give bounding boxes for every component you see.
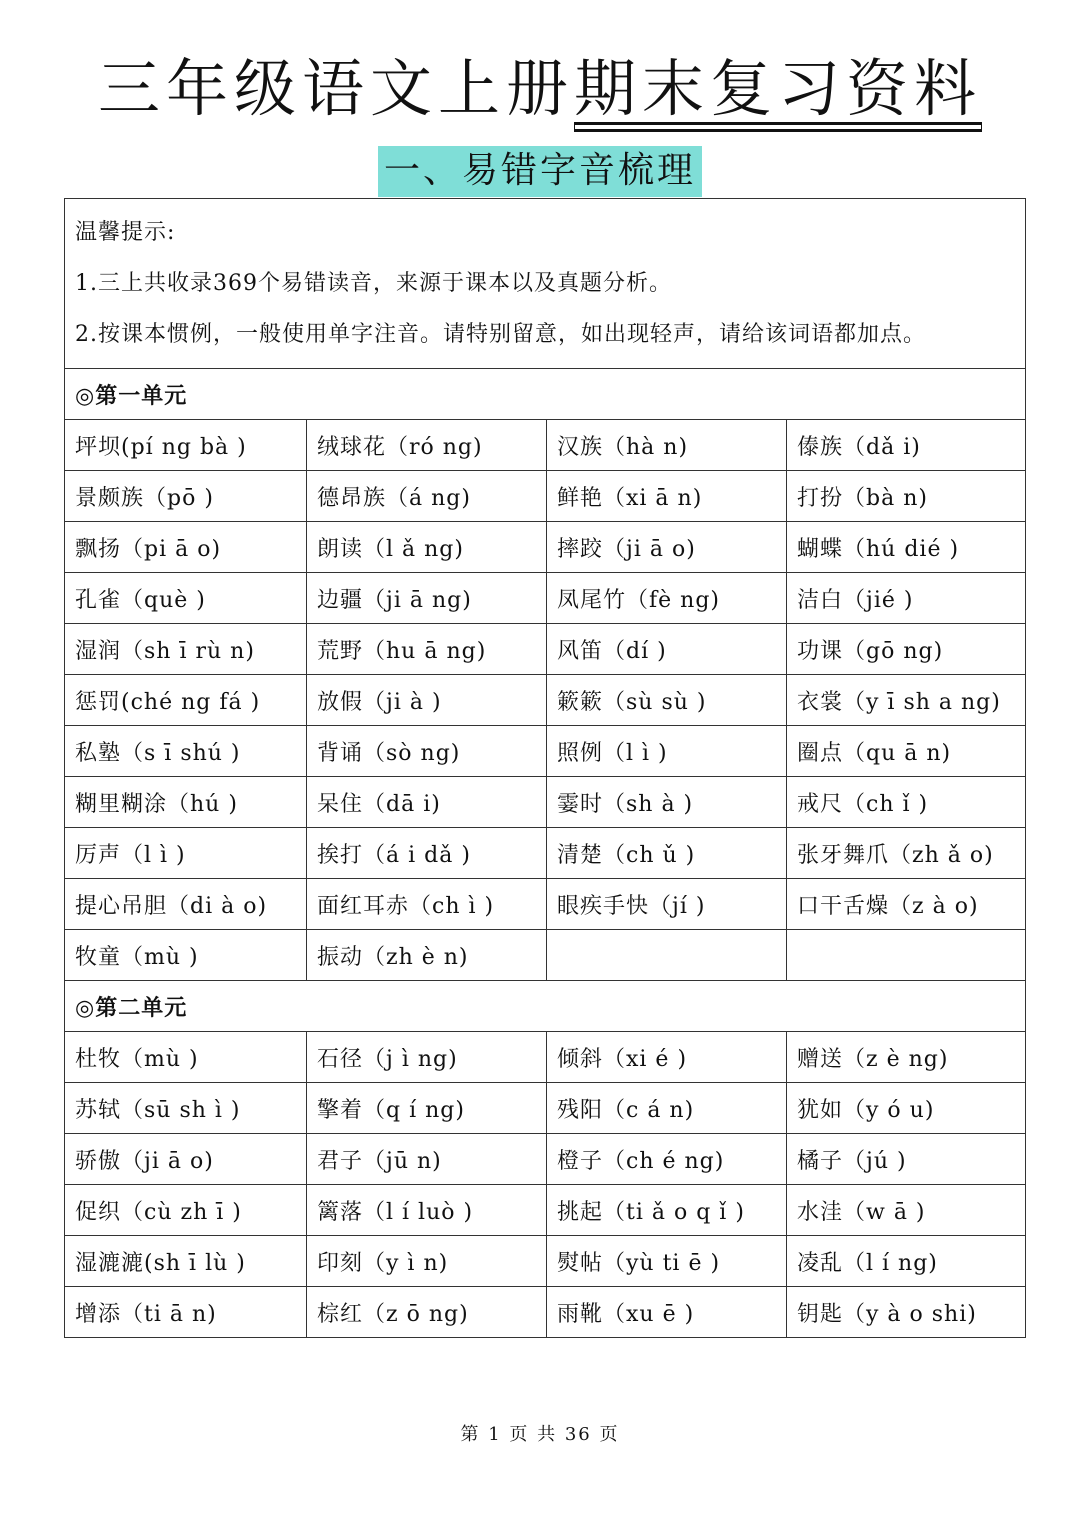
word-cell: 荒野（hu ā ng) bbox=[307, 624, 547, 675]
word-cell: 棕红（z ō ng) bbox=[307, 1287, 547, 1338]
table-row bbox=[65, 930, 1026, 981]
word-cell: 绒球花（ró ng) bbox=[307, 420, 547, 471]
word-cell bbox=[547, 930, 787, 981]
word-cell: 杜牧（mù ) bbox=[65, 1032, 307, 1083]
table-row bbox=[65, 522, 1026, 573]
word-cell: 飘扬（pi ā o) bbox=[65, 522, 307, 573]
word-cell: 挑起（ti ǎ o q ǐ ) bbox=[547, 1185, 787, 1236]
word-cell: 汉族（hà n) bbox=[547, 420, 787, 471]
word-cell: 湿润（sh ī rù n) bbox=[65, 624, 307, 675]
word-cell: 呆住（dā i) bbox=[307, 777, 547, 828]
word-cell: 苏轼（sū sh ì ) bbox=[65, 1083, 307, 1134]
table-row bbox=[65, 879, 1026, 930]
word-cell bbox=[787, 930, 1026, 981]
table-row bbox=[65, 828, 1026, 879]
word-cell: 君子（jū n) bbox=[307, 1134, 547, 1185]
word-cell: 牧童（mù ) bbox=[65, 930, 307, 981]
word-cell: 凤尾竹（fè ng) bbox=[547, 573, 787, 624]
word-cell: 残阳（c á n) bbox=[547, 1083, 787, 1134]
table-row bbox=[65, 573, 1026, 624]
word-cell: 振动（zh è n) bbox=[307, 930, 547, 981]
table-row bbox=[65, 1134, 1026, 1185]
word-cell: 衣裳（y ī sh a ng) bbox=[787, 675, 1026, 726]
section-heading: ◎第一单元 bbox=[65, 369, 1026, 420]
word-cell: 坪坝(pí ng bà ) bbox=[65, 420, 307, 471]
word-cell: 面红耳赤（ch ì ) bbox=[307, 879, 547, 930]
word-cell: 凌乱（l í ng) bbox=[787, 1236, 1026, 1287]
section-heading-row bbox=[65, 981, 1026, 1032]
word-cell: 功课（gō ng) bbox=[787, 624, 1026, 675]
word-cell: 橙子（ch é ng) bbox=[547, 1134, 787, 1185]
table-row bbox=[65, 1032, 1026, 1083]
word-cell: 张牙舞爪（zh ǎ o) bbox=[787, 828, 1026, 879]
table-row bbox=[65, 675, 1026, 726]
word-cell: 赠送（z è ng) bbox=[787, 1032, 1026, 1083]
word-cell: 摔跤（ji ā o) bbox=[547, 522, 787, 573]
word-cell: 洁白（jié ) bbox=[787, 573, 1026, 624]
table-row bbox=[65, 726, 1026, 777]
word-cell: 擎着（q í ng) bbox=[307, 1083, 547, 1134]
table-row bbox=[65, 1185, 1026, 1236]
word-cell: 橘子（jú ) bbox=[787, 1134, 1026, 1185]
subtitle-highlight: 一、易错字音梳理 bbox=[378, 146, 702, 197]
word-cell: 孔雀（què ) bbox=[65, 573, 307, 624]
word-cell: 蝴蝶（hú dié ) bbox=[787, 522, 1026, 573]
word-cell: 眼疾手快（jí ) bbox=[547, 879, 787, 930]
word-cell: 放假（ji à ) bbox=[307, 675, 547, 726]
title-part-1: 三年级语文上册 bbox=[97, 52, 574, 125]
section-subtitle bbox=[0, 146, 1080, 197]
word-cell: 风笛（dí ) bbox=[547, 624, 787, 675]
word-cell: 倾斜（xi é ) bbox=[547, 1032, 787, 1083]
word-cell: 篱落（l í luò ) bbox=[307, 1185, 547, 1236]
word-cell: 惩罚(ché ng fá ) bbox=[65, 675, 307, 726]
tip-cell bbox=[65, 199, 1026, 369]
word-cell: 湿漉漉(sh ī lù ) bbox=[65, 1236, 307, 1287]
word-cell: 增添（ti ā n) bbox=[65, 1287, 307, 1338]
word-cell: 钥匙（y à o shi) bbox=[787, 1287, 1026, 1338]
tip-line-1: 1.三上共收录369个易错读音，来源于课本以及真题分析。 bbox=[75, 271, 672, 296]
word-cell: 清楚（ch ǔ ) bbox=[547, 828, 787, 879]
word-cell: 骄傲（ji ā o) bbox=[65, 1134, 307, 1185]
table-row bbox=[65, 1236, 1026, 1287]
table-body bbox=[65, 199, 1026, 1338]
word-cell: 圈点（qu ā n) bbox=[787, 726, 1026, 777]
word-cell: 背诵（sò ng) bbox=[307, 726, 547, 777]
tip-line-2: 2.按课本惯例，一般使用单字注音。请特别留意，如出现轻声，请给该词语都加点。 bbox=[75, 322, 926, 347]
word-cell: 私塾（s ī shú ) bbox=[65, 726, 307, 777]
word-cell: 照例（l ì ) bbox=[547, 726, 787, 777]
word-cell: 石径（j ì ng) bbox=[307, 1032, 547, 1083]
word-cell: 朗读（l ǎ ng) bbox=[307, 522, 547, 573]
word-cell: 傣族（dǎ i) bbox=[787, 420, 1026, 471]
table-row bbox=[65, 624, 1026, 675]
section-heading-row bbox=[65, 369, 1026, 420]
word-cell: 印刻（y ì n) bbox=[307, 1236, 547, 1287]
word-cell: 德昂族（á ng) bbox=[307, 471, 547, 522]
word-cell: 霎时（sh à ) bbox=[547, 777, 787, 828]
table-row bbox=[65, 420, 1026, 471]
table-row bbox=[65, 1083, 1026, 1134]
word-cell: 雨靴（xu ē ) bbox=[547, 1287, 787, 1338]
word-cell: 水洼（w ā ) bbox=[787, 1185, 1026, 1236]
word-cell: 提心吊胆（di à o) bbox=[65, 879, 307, 930]
title-part-2-underlined: 期末复习资料 bbox=[574, 52, 983, 125]
word-cell: 打扮（bà n) bbox=[787, 471, 1026, 522]
tip-row bbox=[65, 199, 1026, 369]
page-footer: 第 1 页 共 36 页 bbox=[460, 1424, 620, 1445]
table-row bbox=[65, 1287, 1026, 1338]
word-cell: 鲜艳（xi ā n) bbox=[547, 471, 787, 522]
word-cell: 犹如（y ó u) bbox=[787, 1083, 1026, 1134]
word-cell: 挨打（á i dǎ ) bbox=[307, 828, 547, 879]
word-cell: 簌簌（sù sù ) bbox=[547, 675, 787, 726]
word-cell: 口干舌燥（z à o) bbox=[787, 879, 1026, 930]
table-row bbox=[65, 777, 1026, 828]
word-cell: 景颇族（pō ) bbox=[65, 471, 307, 522]
word-cell: 糊里糊涂（hú ) bbox=[65, 777, 307, 828]
section-heading: ◎第二单元 bbox=[65, 981, 1026, 1032]
table-row bbox=[65, 471, 1026, 522]
word-cell: 戒尺（ch ǐ ) bbox=[787, 777, 1026, 828]
tip-heading: 温馨提示: bbox=[75, 220, 176, 245]
page-title bbox=[0, 52, 1080, 125]
word-cell: 熨帖（yù ti ē ) bbox=[547, 1236, 787, 1287]
word-cell: 边疆（ji ā ng) bbox=[307, 573, 547, 624]
word-cell: 厉声（l ì ) bbox=[65, 828, 307, 879]
word-cell: 促织（cù zh ī ) bbox=[65, 1185, 307, 1236]
pronunciation-table bbox=[64, 198, 1026, 1338]
